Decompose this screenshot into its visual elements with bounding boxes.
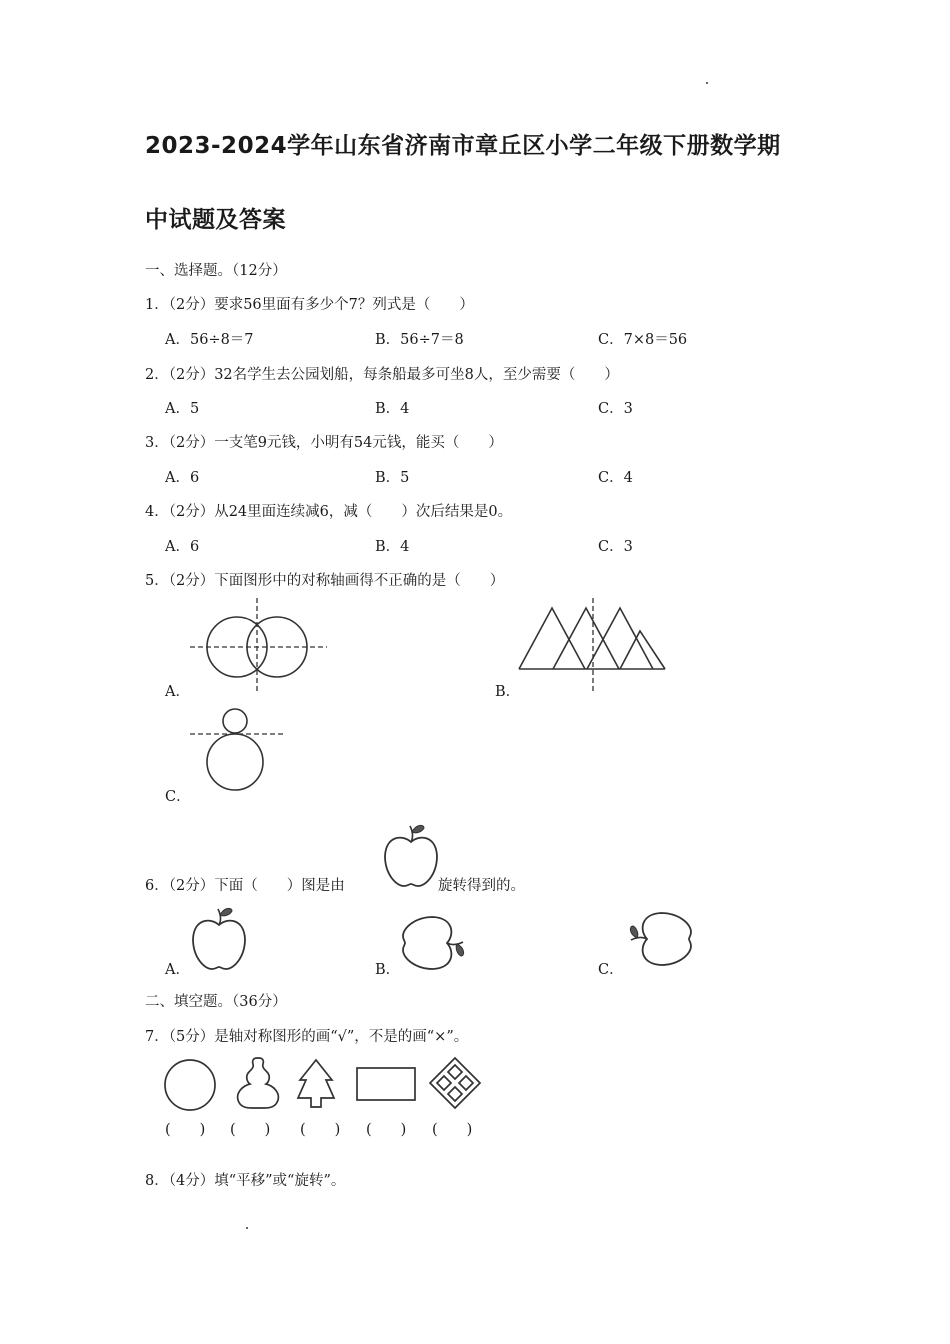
option-a: A．6 <box>165 470 200 486</box>
rectangle-shape <box>357 1068 415 1100</box>
page-title-line2: 中试题及答案 <box>145 207 286 233</box>
question-stem: 7．（5分）是轴对称图形的画“√”，不是的画“×”。 <box>145 1029 469 1045</box>
answer-blank[interactable]: ( ) <box>366 1122 407 1138</box>
option-c: C．4 <box>598 470 633 486</box>
question-stem: 3．（2分）一支笔9元钱，小明有54元钱，能买（ ） <box>145 435 503 451</box>
option-a: A．6 <box>165 539 200 555</box>
gourd-shape <box>238 1058 279 1108</box>
section-heading: 二、填空题。（36分） <box>145 994 287 1010</box>
answer-blank[interactable]: ( ) <box>165 1122 206 1138</box>
option-b: B．4 <box>375 401 410 417</box>
answer-blank[interactable]: ( ) <box>230 1122 271 1138</box>
option-b: B．4 <box>375 539 410 555</box>
question-stem: 5．（2分）下面图形中的对称轴画得不正确的是（ ） <box>145 573 505 589</box>
option-a: A． <box>165 962 190 978</box>
apple-icon <box>624 908 696 970</box>
apple-icon <box>190 903 248 973</box>
page-title-line1: 2023-2024学年山东省济南市章丘区小学二年级下册数学期 <box>145 133 781 159</box>
circle-shape <box>165 1060 215 1110</box>
option-b: B． <box>495 684 521 700</box>
circles-axis-figure <box>185 596 330 696</box>
diamond-pattern-shape <box>430 1058 480 1108</box>
answer-blank[interactable]: ( ) <box>300 1122 341 1138</box>
option-a: A． <box>165 684 190 700</box>
question-stem: 1．（2分）要求56里面有多少个7？列式是（ ） <box>145 297 474 313</box>
question-stem: 6．（2分）下面（ ）图是由 <box>145 878 345 894</box>
option-b: B．56÷7＝8 <box>375 332 464 348</box>
scan-dot <box>246 1227 248 1229</box>
apple-icon <box>398 912 470 974</box>
option-b: B． <box>375 962 401 978</box>
triangles-axis-figure <box>515 596 675 696</box>
option-b: B．5 <box>375 470 410 486</box>
option-c: C．3 <box>598 539 633 555</box>
scan-dot <box>706 82 708 84</box>
answer-blank[interactable]: ( ) <box>432 1122 473 1138</box>
option-c: C． <box>165 789 191 805</box>
option-c: C．3 <box>598 401 633 417</box>
question-stem: 2．（2分）32名学生去公园划船，每条船最多可坐8人，至少需要（ ） <box>145 367 619 383</box>
snowman-axis-figure <box>188 704 288 796</box>
option-a: A．5 <box>165 401 200 417</box>
section-heading: 一、选择题。（12分） <box>145 263 287 279</box>
option-c: C．7×8＝56 <box>598 332 688 348</box>
q7-shapes <box>160 1055 490 1115</box>
question-stem-end: 旋转得到的。 <box>438 878 525 894</box>
question-stem: 4．（2分）从24里面连续减6，减（ ）次后结果是0。 <box>145 504 513 520</box>
apple-icon <box>382 820 440 890</box>
option-c: C． <box>598 962 624 978</box>
option-a: A．56÷8＝7 <box>165 332 254 348</box>
tree-shape <box>298 1060 334 1107</box>
question-stem: 8．（4分）填“平移”或“旋转”。 <box>145 1173 346 1189</box>
